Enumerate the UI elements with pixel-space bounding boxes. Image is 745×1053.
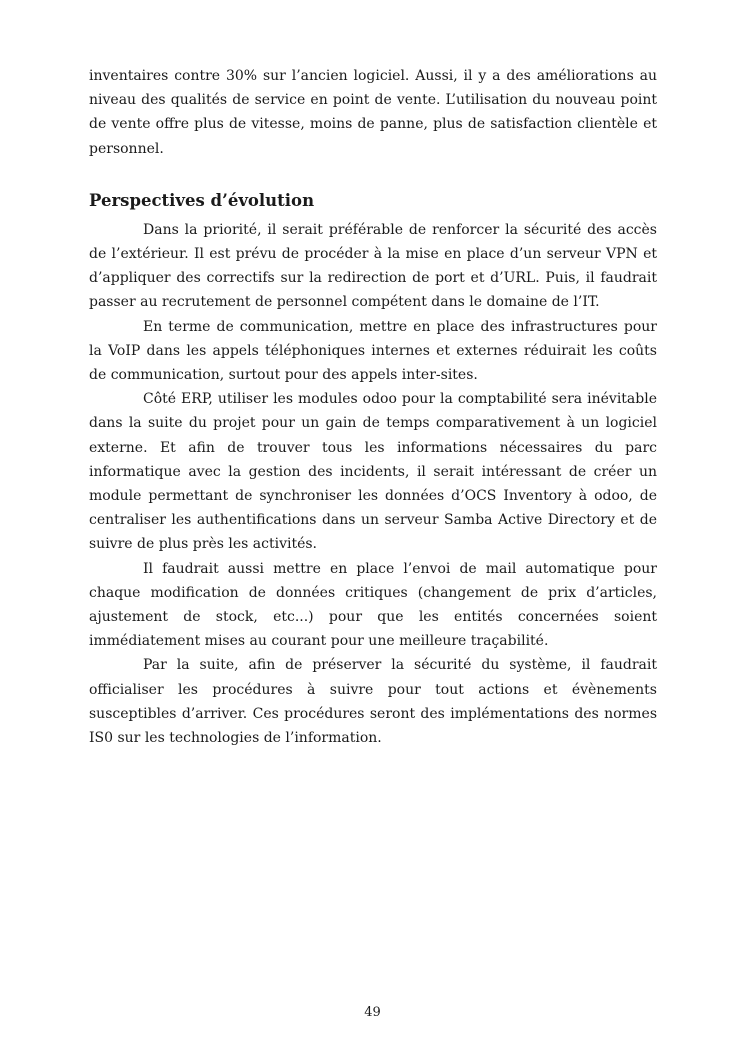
page-body (89, 64, 657, 750)
paragraph-mail-automation: Il faudrait aussi mettre en place l’envoi de mail automatique pour chaque modification de données critiques (changement de prix d’articles, ajustement de stock, etc...) pour que les entités concernées soient immédiatement mises au courant pour une meilleure traçabilité. (89, 560, 657, 650)
paragraph-procedures: Par la suite, afin de préserver la sécurité du système, il faudrait officialiser les procédures à suivre pour tout actions et évènements susceptibles d’arriver. Ces procédures seront des implémentations des normes IS0 sur les technologies de l’information. (89, 657, 657, 747)
paragraph-communication: En terme de communication, mettre en place des infrastructures pour la VoIP dans les appels téléphoniques internes et externes réduirait les coûts de communication, surtout pour des appels inter-sites. (89, 318, 657, 384)
paragraph-erp: Côté ERP, utiliser les modules odoo pour la comptabilité sera inévitable dans la suite du projet pour un gain de temps comparativement à un logiciel externe. Et afin de trouver tous les informations nécessaires du parc informatique avec la gestion des incidents, il serait intéressant de créer un module permettant de synchroniser les données d’OCS Inventory à odoo, de centraliser les authentifications dans un serveur Samba Active Directory et de suivre de plus près les activités. (89, 391, 657, 553)
page-number: 49 (364, 1005, 381, 1020)
paragraph-security: Dans la priorité, il serait préférable de renforcer la sécurité des accès de l’extérieur. Il est prévu de procéder à la mise en place d’un serveur VPN et d’appliquer des correctifs sur la redirection de port et d’URL. Puis, il faudrait passer au recrutement de personnel compétent dans le domaine de l’IT. (89, 221, 657, 311)
intro-paragraph: inventaires contre 30% sur l’ancien logiciel. Aussi, il y a des améliorations au niveau des qualités de service en point de vente. L’utilisation du nouveau point de vente offre plus de vitesse, moins de panne, plus de satisfaction clientèle et personnel. (89, 68, 657, 157)
section-title: Perspectives d’évolution (89, 190, 315, 210)
